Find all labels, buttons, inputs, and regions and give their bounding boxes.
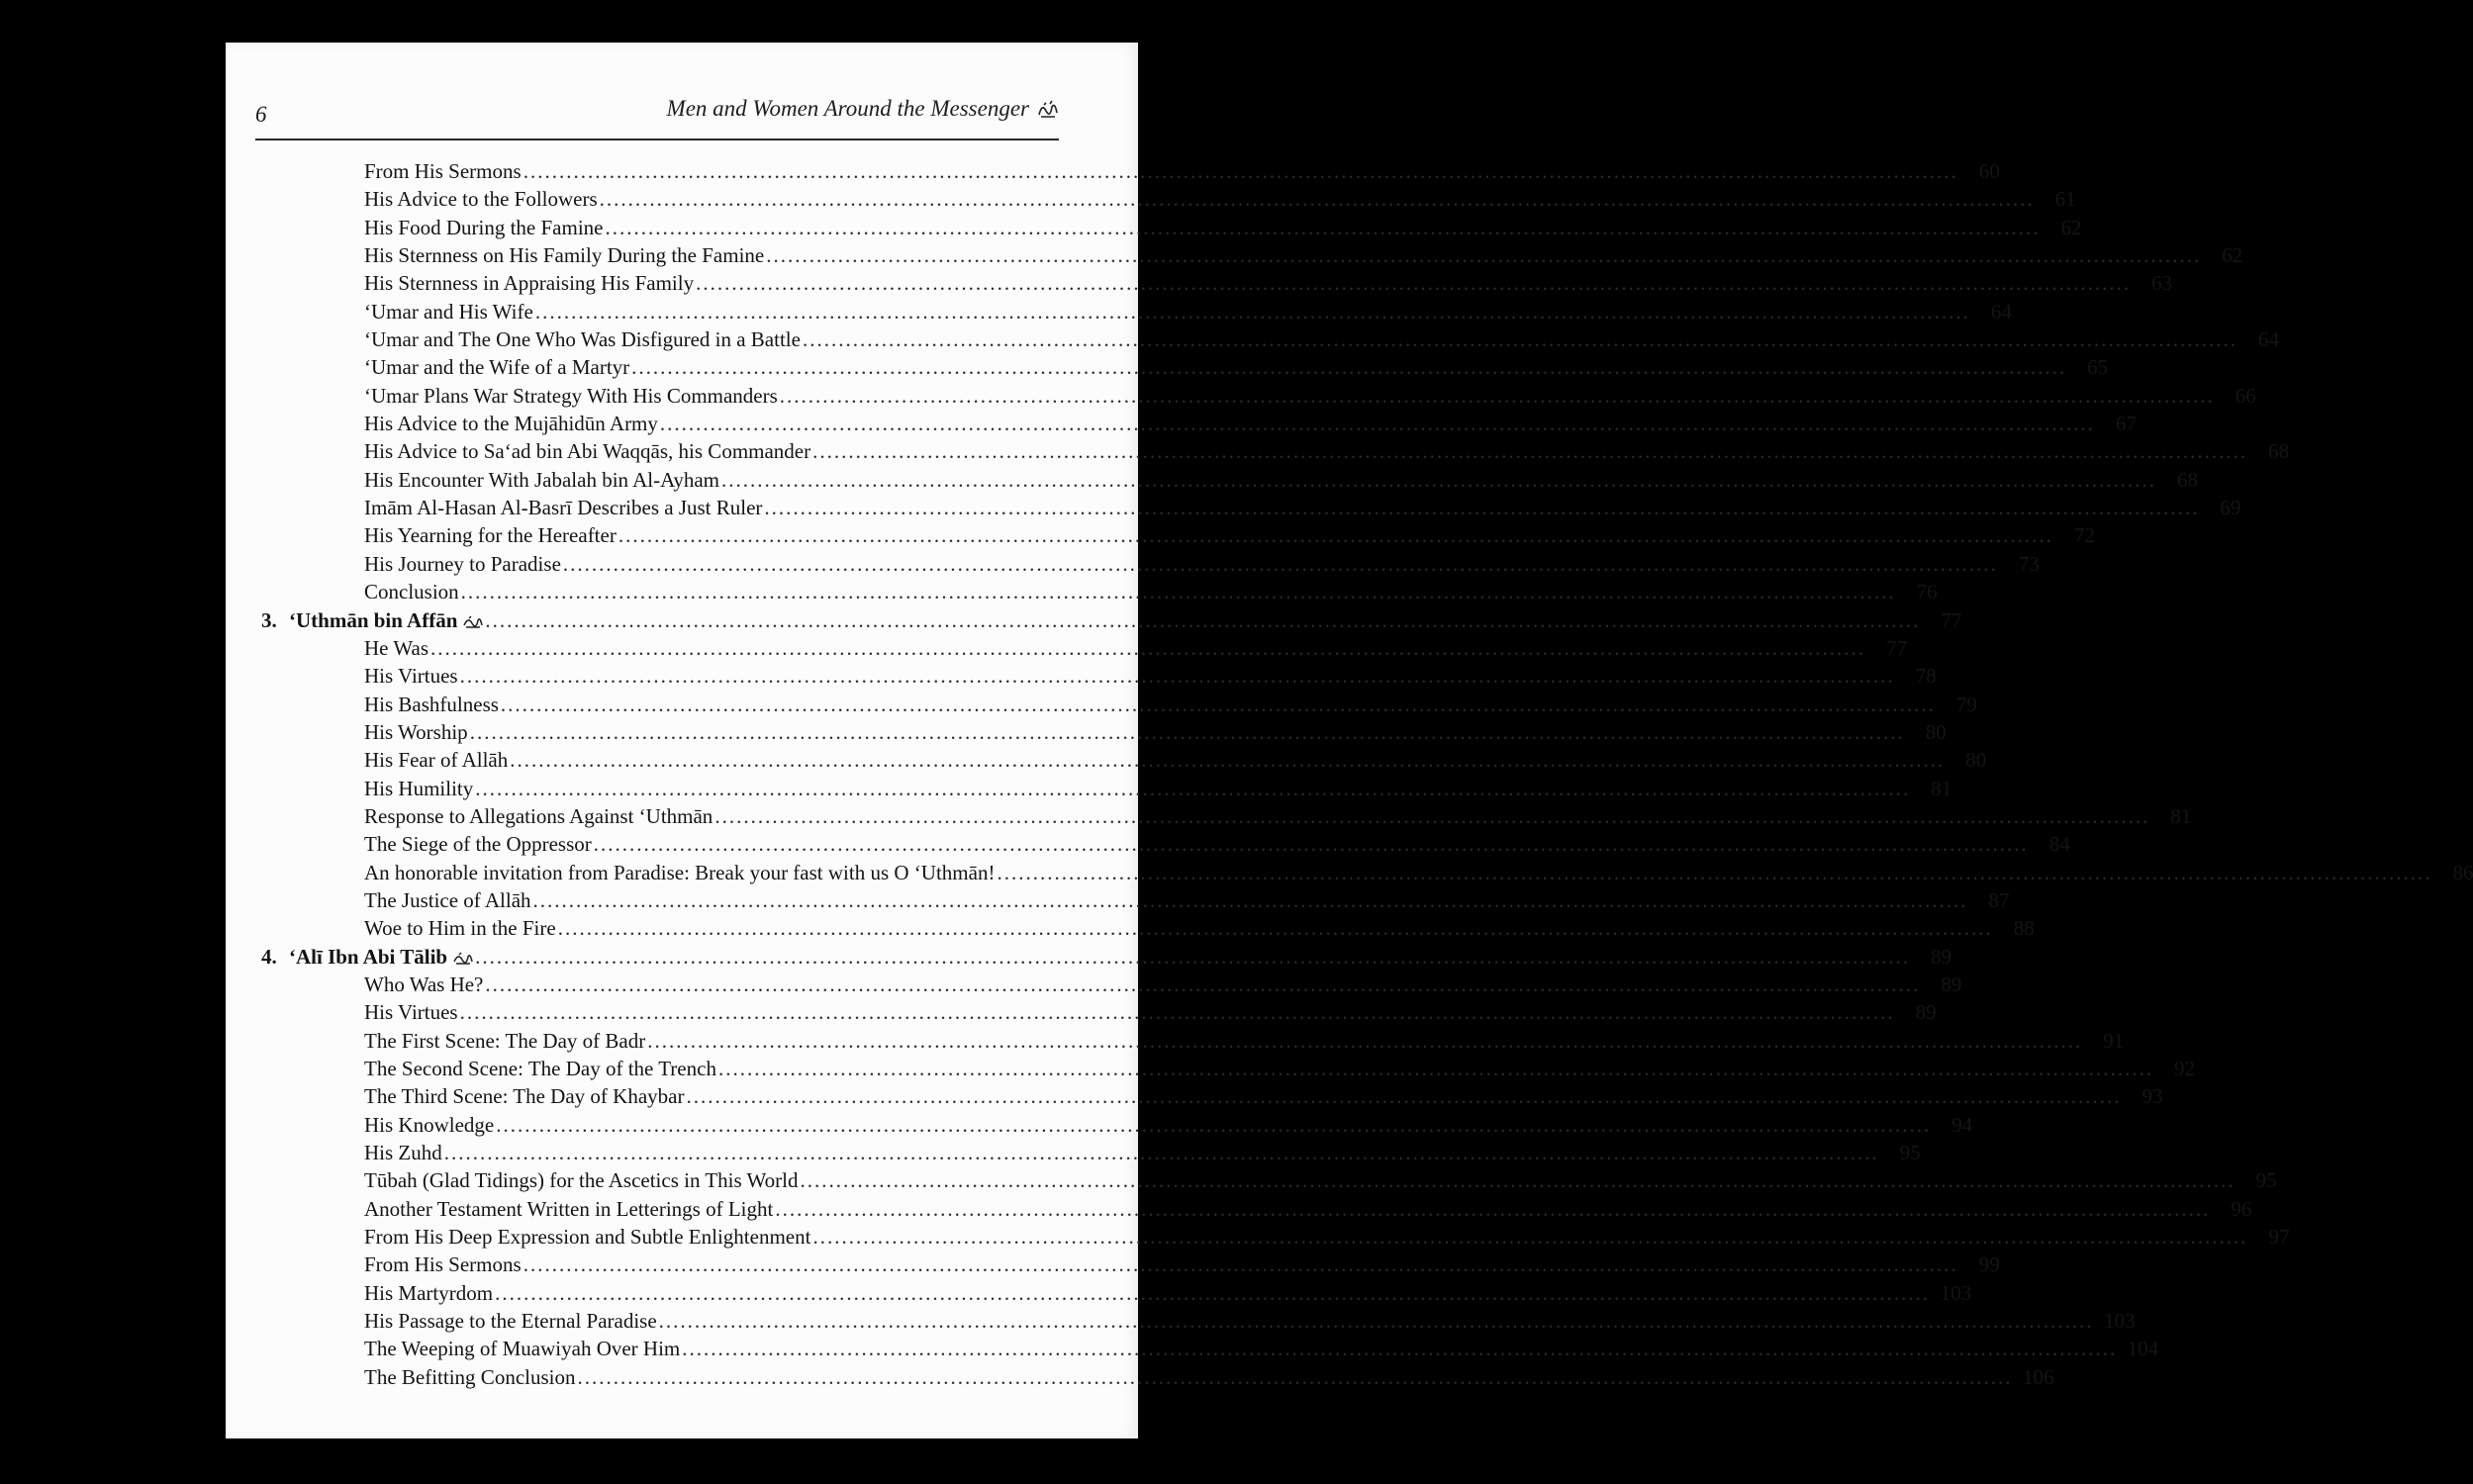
toc-entry-row [261, 437, 2290, 465]
dot-leader: ........................................................................................................................................................................................................ [475, 944, 1911, 969]
toc-entry-row [261, 691, 1977, 718]
salutation-calligraphy-icon [1037, 99, 1059, 119]
toc-entry-row [261, 746, 1987, 774]
honorific-calligraphy-icon [453, 951, 473, 965]
toc-entry-title [281, 410, 658, 437]
toc-entry-title-text: Response to Allegations Against ‘Uthmān [364, 803, 713, 828]
toc-page-number: 63 [2151, 271, 2173, 296]
running-title-text: Men and Women Around the Messenger [666, 96, 1029, 121]
toc-entry-row [261, 971, 1962, 998]
toc-entry-title [281, 1335, 680, 1362]
toc-entry-row [261, 802, 2192, 830]
toc-entry-title-text: His Advice to Sa‘ad bin Abi Waqqās, his Commander [364, 439, 811, 464]
dot-leader: ........................................................................................................................................................................................................ [510, 748, 1946, 773]
toc-entry-title-text: His Advice to the Followers [364, 187, 598, 212]
toc-entry-row [261, 410, 2137, 437]
dot-leader: ........................................................................................................................................................................................................ [812, 1225, 2248, 1250]
toc-page-number: 89 [1941, 972, 1962, 996]
toc-entry-title [281, 214, 604, 241]
toc-chapter-row [261, 606, 1962, 634]
dot-leader: ........................................................................................................................................................................................................ [686, 1084, 2122, 1109]
toc-page-number: 73 [2018, 551, 2040, 576]
toc-page-number: 104 [2127, 1337, 2159, 1361]
toc-entry-row [261, 1082, 2163, 1110]
toc-entry-title [281, 830, 592, 858]
toc-entry-row [261, 578, 1938, 605]
toc-entry-title [281, 634, 428, 662]
toc-page-number: 64 [2257, 327, 2279, 352]
toc-entry-row [261, 1307, 2136, 1335]
toc-entry-title [281, 1307, 657, 1335]
toc-entry-title [281, 606, 483, 634]
toc-entry-title-text: ‘Umar and His Wife [364, 299, 533, 324]
dot-leader: ........................................................................................................................................................................................................ [460, 580, 1896, 604]
toc-entry-title [281, 521, 617, 549]
toc-entry-row [261, 494, 2241, 521]
dot-leader: ........................................................................................................................................................................................................ [469, 719, 1905, 744]
toc-page-number: 92 [2173, 1057, 2195, 1080]
toc-page-number: 88 [2013, 916, 2035, 941]
toc-entry-title-text: Who Was He? [364, 972, 484, 996]
toc-entry-title-text: Conclusion [364, 580, 459, 604]
toc-page-number: 61 [2054, 187, 2076, 212]
dot-leader: ........................................................................................................................................................................................................ [682, 1337, 2118, 1361]
toc-entry-row [261, 775, 1952, 802]
toc-entry-title [281, 1139, 442, 1166]
dot-leader: ........................................................................................................................................................................................................ [523, 1252, 1958, 1277]
toc-entry-row [261, 662, 1937, 690]
dot-leader: ........................................................................................................................................................................................................ [721, 467, 2157, 492]
dot-leader: ........................................................................................................................................................................................................ [495, 1280, 1931, 1305]
toc-entry-title [281, 1166, 799, 1194]
toc-page-number: 80 [1965, 748, 1987, 773]
toc-entry-title [281, 298, 533, 325]
toc-page-number: 89 [1915, 1000, 1937, 1025]
toc-page-number: 103 [1940, 1280, 1972, 1305]
toc-entry-title [281, 578, 459, 605]
toc-entry-row [261, 886, 2010, 914]
toc-entry-row [261, 157, 2000, 185]
toc-entry-title-text: The Weeping of Muawiyah Over Him [364, 1337, 681, 1361]
toc-entry-title-text: His Zuhd [364, 1141, 442, 1165]
dot-leader: ........................................................................................................................................................................................................ [532, 887, 1968, 912]
toc-entry-title-text: His Humility [364, 776, 474, 800]
toc-entry-title [281, 1279, 493, 1307]
toc-entry-row [261, 998, 1937, 1026]
toc-page-number: 72 [2073, 523, 2095, 548]
toc-entry-title-text: Imām Al-Hasan Al-Basrī Describes a Just Ruler [364, 496, 763, 520]
toc-entry-title [281, 1055, 716, 1082]
toc-page-number: 95 [2255, 1168, 2277, 1193]
toc-page-number: 78 [1915, 664, 1937, 689]
toc-entry-title-text: The Siege of the Oppressor [364, 832, 592, 857]
dot-leader: ........................................................................................................................................................................................................ [696, 271, 2132, 296]
toc-entry-title [281, 325, 801, 353]
toc-entry-title [281, 998, 458, 1026]
toc-entry-title-text: His Journey to Paradise [364, 551, 561, 576]
dot-leader: ........................................................................................................................................................................................................ [459, 1000, 1895, 1025]
toc-entry-title [281, 943, 473, 971]
toc-entry-title-text: The Befitting Conclusion [364, 1364, 576, 1389]
toc-entry-row [261, 859, 2473, 886]
toc-page-number: 60 [1978, 159, 2000, 183]
toc-entry-title [281, 437, 810, 465]
toc-entry-title [281, 802, 713, 830]
dot-leader: ........................................................................................................................................................................................................ [659, 412, 2095, 436]
toc-page-number: 94 [1951, 1112, 1973, 1137]
toc-entry-title [281, 1195, 773, 1223]
toc-entry-row [261, 1111, 1973, 1139]
toc-entry-title [281, 971, 483, 998]
dot-leader: ........................................................................................................................................................................................................ [812, 439, 2248, 464]
toc-entry-title-text: The Second Scene: The Day of the Trench [364, 1057, 716, 1080]
toc-entry-row [261, 466, 2199, 494]
dot-leader: ........................................................................................................................................................................................................ [779, 383, 2215, 408]
toc-entry-row [261, 550, 2040, 578]
header-rule [255, 139, 1059, 140]
dot-leader: ........................................................................................................................................................................................................ [800, 1168, 2235, 1193]
toc-entry-title-text: Another Testament Written in Letterings of Light [364, 1196, 774, 1221]
toc-entry-title [281, 886, 531, 914]
dot-leader: ........................................................................................................................................................................................................ [775, 1196, 2211, 1221]
toc-entry-title-text: ‘Alī Ibn Abi Tālib [289, 944, 448, 969]
dot-leader: ........................................................................................................................................................................................................ [430, 635, 1865, 660]
toc-entry-title [281, 859, 995, 886]
toc-entry-title-text: His Sternness on His Family During the Famine [364, 243, 765, 268]
toc-page-number: 86 [2452, 860, 2473, 884]
toc-entry-title [281, 269, 694, 297]
toc-page-number: 80 [1925, 719, 1947, 744]
toc-page-number: 68 [2268, 439, 2290, 464]
dot-leader: ........................................................................................................................................................................................................ [997, 860, 2432, 884]
toc-entry-title-text: His Food During the Famine [364, 215, 604, 239]
dot-leader: ........................................................................................................................................................................................................ [459, 664, 1895, 689]
toc-page-number: 65 [2087, 355, 2109, 380]
dot-leader: ........................................................................................................................................................................................................ [500, 692, 1936, 716]
toc-entry-title [281, 1111, 494, 1139]
toc-page-number: 106 [2022, 1364, 2054, 1389]
toc-entry-title [281, 494, 762, 521]
toc-page-number: 89 [1931, 944, 1952, 969]
toc-page-number: 77 [1886, 635, 1907, 660]
dot-leader: ........................................................................................................................................................................................................ [605, 215, 2041, 239]
dot-leader: ........................................................................................................................................................................................................ [577, 1364, 2013, 1389]
dot-leader: ........................................................................................................................................................................................................ [562, 551, 1998, 576]
toc-entry-title [281, 718, 468, 746]
book-page [226, 43, 2473, 1438]
toc-entry-title-text: Tūbah (Glad Tidings) for the Ascetics in This World [364, 1168, 799, 1193]
toc-entry-title [281, 466, 719, 494]
toc-entry-title [281, 382, 778, 410]
toc-entry-row [261, 1027, 2125, 1055]
toc-entry-row [261, 634, 1907, 662]
toc-chapter-row [261, 943, 1952, 971]
toc-entry-row [261, 185, 2076, 213]
toc-entry-title [281, 185, 598, 213]
honorific-calligraphy-icon [463, 614, 483, 628]
toc-entry-title-text: ‘Umar Plans War Strategy With His Commanders [364, 383, 778, 408]
dot-leader: ........................................................................................................................................................................................................ [523, 159, 1958, 183]
toc-entry-title [281, 550, 561, 578]
toc-entry-row [261, 269, 2173, 297]
toc-entry-title-text: His Virtues [364, 664, 458, 689]
toc-entry-title [281, 775, 473, 802]
toc-entry-title-text: ‘Umar and The One Who Was Disfigured in a Battle [364, 327, 801, 352]
dot-leader: ........................................................................................................................................................................................................ [534, 299, 1970, 324]
toc-entry-title [281, 157, 522, 185]
toc-entry-row [261, 241, 2243, 269]
dot-leader: ........................................................................................................................................................................................................ [631, 355, 2067, 380]
toc-page-number: 67 [2115, 412, 2137, 436]
toc-entry-title [281, 662, 458, 690]
toc-page-number: 79 [1955, 692, 1977, 716]
toc-entry-row [261, 718, 1947, 746]
toc-entry-title-text: The First Scene: The Day of Badr [364, 1028, 646, 1053]
toc-page-number: 81 [1931, 776, 1952, 800]
dot-leader: ........................................................................................................................................................................................................ [658, 1309, 2094, 1334]
dot-leader: ........................................................................................................................................................................................................ [714, 803, 2150, 828]
toc-page-number: 103 [2104, 1309, 2136, 1334]
running-title [667, 96, 1059, 122]
toc-page-number: 93 [2141, 1084, 2163, 1109]
toc-entry-row [261, 214, 2082, 241]
toc-page-number: 97 [2268, 1225, 2290, 1250]
toc-page-number: 95 [1899, 1141, 1921, 1165]
toc-entry-title [281, 353, 629, 381]
toc-entry-title-text: The Justice of Allāh [364, 887, 531, 912]
toc-entry-title [281, 1251, 522, 1278]
dot-leader: ........................................................................................................................................................................................................ [557, 916, 1993, 941]
toc-entry-row [261, 1251, 2000, 1278]
toc-entry-title-text: His Bashfulness [364, 692, 499, 716]
toc-entry-title-text: Woe to Him in the Fire [364, 916, 556, 941]
toc-entry-title-text: His Virtues [364, 1000, 458, 1025]
toc-entry-title-text: His Encounter With Jabalah bin Al-Ayham [364, 467, 720, 492]
toc-chapter-number: 4. [261, 944, 277, 969]
toc-entry-title [281, 1027, 645, 1055]
toc-page-number: 84 [2048, 832, 2070, 857]
toc-page-number: 64 [1990, 299, 2012, 324]
toc-page-number: 68 [2177, 467, 2199, 492]
toc-entry-row [261, 353, 2109, 381]
dot-leader: ........................................................................................................................................................................................................ [485, 607, 1921, 632]
toc-entry-title-text: From His Deep Expression and Subtle Enlightenment [364, 1225, 811, 1250]
toc-page-number: 76 [1916, 580, 1938, 604]
toc-page-number: 69 [2220, 496, 2241, 520]
dot-leader: ........................................................................................................................................................................................................ [496, 1112, 1932, 1137]
table-of-contents [261, 157, 2473, 1391]
dot-leader: ........................................................................................................................................................................................................ [802, 327, 2237, 352]
toc-entry-title-text: ‘Uthmān bin Affān [289, 607, 458, 632]
toc-entry-title-text: From His Sermons [364, 159, 522, 183]
dot-leader: ........................................................................................................................................................................................................ [475, 776, 1911, 800]
toc-entry-row [261, 1363, 2054, 1391]
toc-page-number: 87 [1988, 887, 2010, 912]
dot-leader: ........................................................................................................................................................................................................ [599, 187, 2035, 212]
toc-entry-row [261, 1055, 2195, 1082]
dot-leader: ........................................................................................................................................................................................................ [593, 832, 2029, 857]
toc-page-number: 91 [2103, 1028, 2125, 1053]
dot-leader: ........................................................................................................................................................................................................ [764, 496, 2200, 520]
toc-entry-title-text: His Martyrdom [364, 1280, 494, 1305]
dot-leader: ........................................................................................................................................................................................................ [647, 1028, 2083, 1053]
toc-entry-row [261, 1335, 2159, 1362]
toc-page-number: 77 [1941, 607, 1962, 632]
toc-entry-title [281, 1082, 684, 1110]
toc-entry-title-text: His Worship [364, 719, 468, 744]
toc-entry-row [261, 1279, 1972, 1307]
toc-entry-row [261, 1166, 2277, 1194]
toc-entry-title-text: His Passage to the Eternal Paradise [364, 1309, 657, 1334]
toc-entry-title-text: His Yearning for the Hereafter [364, 523, 617, 548]
toc-entry-row [261, 325, 2279, 353]
toc-page-number: 96 [2231, 1196, 2252, 1221]
toc-entry-title-text: His Advice to the Mujāhidūn Army [364, 412, 658, 436]
toc-entry-title-text: His Knowledge [364, 1112, 495, 1137]
toc-entry-row [261, 1195, 2252, 1223]
toc-entry-row [261, 1139, 1921, 1166]
toc-entry-title-text: He Was [364, 635, 428, 660]
toc-entry-row [261, 914, 2035, 942]
toc-entry-title [281, 1363, 575, 1391]
page-number: 6 [255, 102, 267, 127]
toc-page-number: 62 [2222, 243, 2243, 268]
toc-page-number: 66 [2235, 383, 2256, 408]
toc-entry-title [281, 746, 508, 774]
toc-entry-row [261, 830, 2070, 858]
toc-entry-row [261, 382, 2256, 410]
toc-chapter-number: 3. [261, 607, 277, 632]
toc-entry-title-text: His Fear of Allāh [364, 748, 509, 773]
toc-entry-title [281, 241, 764, 269]
dot-leader: ........................................................................................................................................................................................................ [717, 1057, 2153, 1080]
toc-page-number: 62 [2060, 215, 2082, 239]
dot-leader: ........................................................................................................................................................................................................ [766, 243, 2202, 268]
toc-page-number: 99 [1978, 1252, 2000, 1277]
toc-entry-title [281, 691, 499, 718]
toc-entry-title [281, 914, 556, 942]
toc-entry-title-text: An honorable invitation from Paradise: Break your fast with us O ‘Uthmān! [364, 860, 996, 884]
toc-entry-title-text: ‘Umar and the Wife of a Martyr [364, 355, 630, 380]
toc-entry-title [281, 1223, 810, 1251]
toc-page-number: 81 [2170, 803, 2192, 828]
dot-leader: ........................................................................................................................................................................................................ [443, 1141, 1879, 1165]
dot-leader: ........................................................................................................................................................................................................ [618, 523, 2053, 548]
toc-entry-title-text: The Third Scene: The Day of Khaybar [364, 1084, 685, 1109]
toc-entry-row [261, 521, 2095, 549]
toc-entry-row [261, 1223, 2290, 1251]
toc-entry-title-text: From His Sermons [364, 1252, 522, 1277]
toc-entry-row [261, 298, 2012, 325]
dot-leader: ........................................................................................................................................................................................................ [485, 972, 1921, 996]
toc-entry-title-text: His Sternness in Appraising His Family [364, 271, 695, 296]
